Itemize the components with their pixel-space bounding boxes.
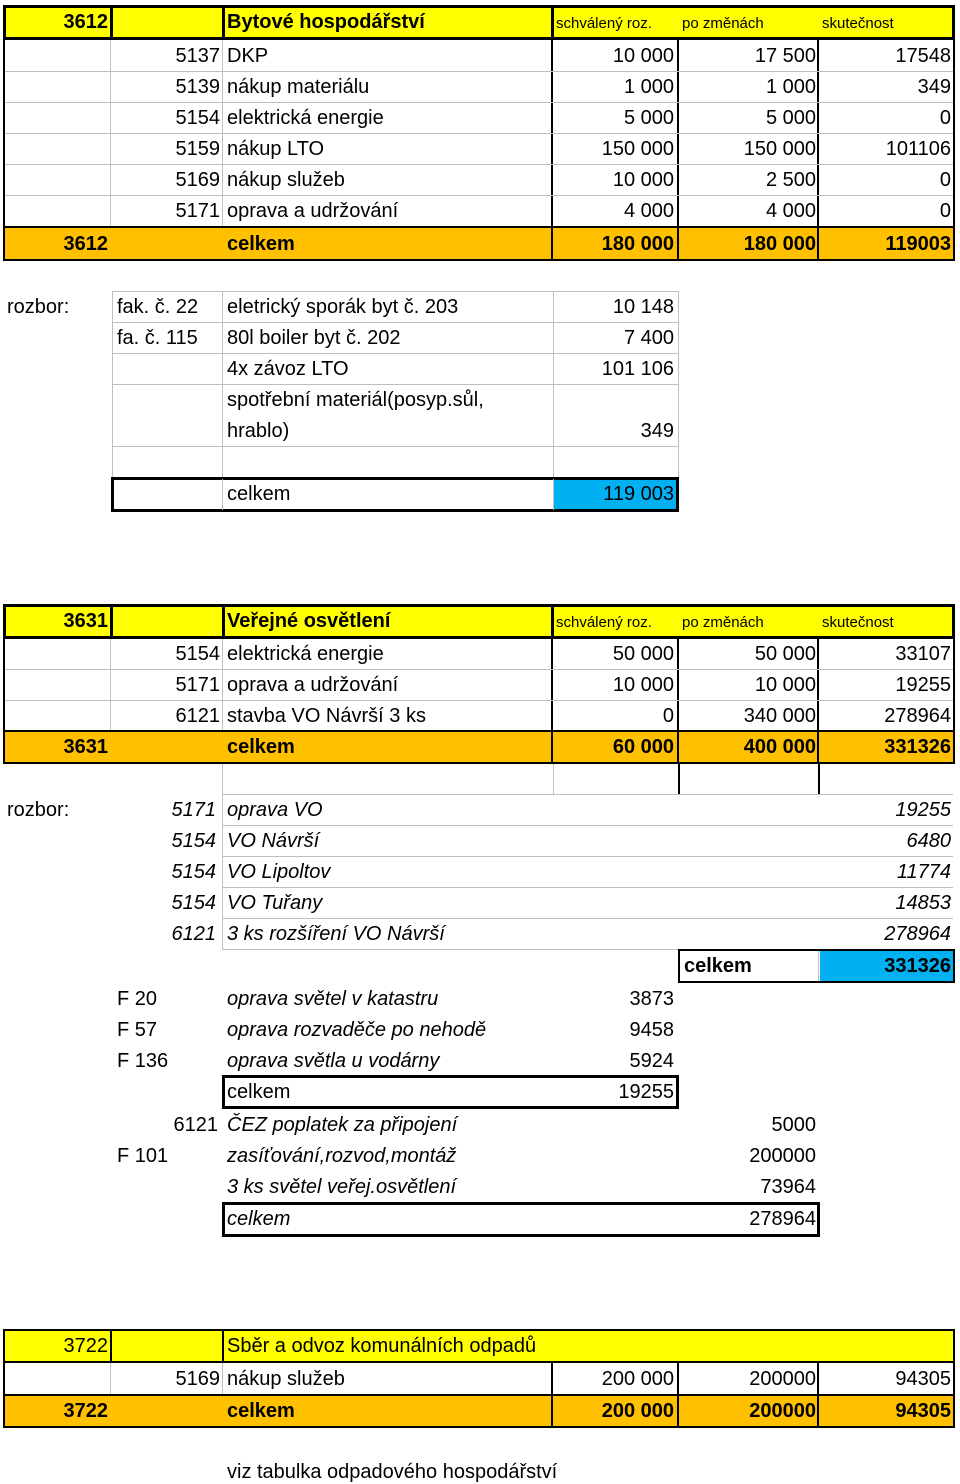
section-title: Bytové hospodářství [227,11,425,33]
invoice-ref: F 136 [117,1050,169,1072]
row-approved: 50 000 [612,643,674,665]
item-text: zasíťování,rozvod,montáž [227,1145,457,1167]
row-approved: 10 000 [612,674,674,696]
item-ref: F 101 [117,1145,169,1167]
row-code: 5169 [175,1368,220,1390]
row-code: 5154 [175,643,220,665]
row-changed: 17 500 [754,45,816,67]
row-actual: 101106 [885,138,951,160]
row-code: 5169 [175,169,220,191]
row-changed: 340 000 [743,705,816,727]
analysis-label: rozbor: [7,799,70,821]
row-code: 5171 [175,200,220,222]
analysis-text: 4x závoz LTO [227,358,349,380]
total-label: celkem [227,233,295,255]
analysis-code: 5171 [171,799,216,821]
analysis-value: 278964 [884,923,951,945]
item-text: ČEZ poplatek za připojení [227,1114,458,1136]
analysis-text: VO Lipoltov [227,861,331,883]
row-code: 5159 [175,138,220,160]
invoice-value: 5924 [629,1050,674,1072]
section-code: 3631 [63,610,108,632]
item-value: 73964 [760,1176,816,1198]
total-changed: 180 000 [743,233,816,255]
row-name: nákup služeb [227,169,345,191]
total-actual: 331326 [884,736,951,758]
invoice-ref: fa. č. 115 [117,327,198,349]
row-code: 5137 [175,45,220,67]
row-changed: 4 000 [765,200,816,222]
col-header-changed: po změnách [682,614,764,631]
invoice-ref: F 57 [117,1019,158,1041]
analysis-text: VO Tuřany [227,892,323,914]
analysis-value: 7 400 [623,327,674,349]
row-name: elektrická energie [227,643,384,665]
row-name: oprava a udržování [227,200,399,222]
col-header-changed: po změnách [682,15,764,32]
total-code: 3631 [63,736,108,758]
row-approved: 200 000 [601,1368,674,1390]
analysis-value: 349 [640,420,674,442]
row-name: elektrická energie [227,107,384,129]
item-text: 3 ks světel veřej.osvětlení [227,1176,456,1198]
row-approved: 10 000 [612,45,674,67]
row-name: DKP [227,45,269,67]
invoice-value: 9458 [629,1019,674,1041]
analysis-value: 11774 [896,861,951,883]
analysis-text: spotřební materiál(posyp.sůl, [227,389,484,411]
row-actual: 33107 [895,643,951,665]
row-approved: 150 000 [601,138,674,160]
analysis-text: eletrický sporák byt č. 203 [227,296,459,318]
total-code: 3612 [63,233,108,255]
row-actual: 278964 [884,705,951,727]
row-actual: 0 [939,200,951,222]
analysis-total-label: celkem [684,955,752,977]
row-name: oprava a udržování [227,674,399,696]
analysis-code: 5154 [171,861,216,883]
total-label: celkem [227,736,295,758]
section-title: Veřejné osvětlení [227,610,391,632]
item-ref: 6121 [173,1114,218,1136]
row-code: 5154 [175,107,220,129]
analysis-code: 6121 [171,923,216,945]
analysis-total-value: 331326 [884,955,951,977]
item-value: 200000 [749,1145,816,1167]
total-label: celkem [227,1400,295,1422]
invoice-value: 3873 [629,988,674,1010]
invoice-total-label: celkem [227,1081,291,1103]
row-actual: 19255 [895,674,951,696]
row-code: 5171 [175,674,220,696]
row-approved: 0 [662,705,674,727]
row-name: nákup LTO [227,138,325,160]
row-actual: 94305 [895,1368,951,1390]
analysis-total-label: celkem [227,483,291,505]
row-actual: 349 [917,76,951,98]
row-name: nákup služeb [227,1368,345,1390]
header-row [3,5,955,39]
row-name: nákup materiálu [227,76,370,98]
row-changed: 50 000 [754,643,816,665]
item-total-label: celkem [227,1208,291,1230]
total-approved: 180 000 [601,233,674,255]
analysis-total-value: 119 003 [603,483,674,505]
analysis-text: 80l boiler byt č. 202 [227,327,401,349]
analysis-text: oprava VO [227,799,323,821]
invoice-text: oprava rozvaděče po nehodě [227,1019,487,1041]
item-total-value: 278964 [749,1208,816,1230]
col-header-approved: schválený roz. [556,15,652,32]
section-title: Sběr a odvoz komunálních odpadů [227,1335,537,1357]
row-name: stavba VO Návrší 3 ks [227,705,426,727]
row-changed: 150 000 [743,138,816,160]
col-header-actual: skutečnost [822,15,894,32]
total-actual: 94305 [895,1400,951,1422]
row-changed: 2 500 [765,169,816,191]
analysis-value: 19255 [895,799,951,821]
row-approved: 5 000 [623,107,674,129]
section-code: 3722 [63,1335,108,1357]
total-approved: 200 000 [601,1400,674,1422]
analysis-text: hrablo) [227,420,290,442]
row-changed: 1 000 [765,76,816,98]
analysis-text: 3 ks rozšíření VO Návrší [227,923,445,945]
invoice-text: oprava světel v katastru [227,988,439,1010]
invoice-ref: F 20 [117,988,158,1010]
row-changed: 200000 [749,1368,816,1390]
invoice-total-value: 19255 [618,1081,674,1103]
analysis-value: 101 106 [601,358,674,380]
analysis-label: rozbor: [7,296,70,318]
analysis-code: 5154 [171,830,216,852]
total-approved: 60 000 [612,736,674,758]
total-changed: 200000 [749,1400,816,1422]
header-row [3,604,955,638]
analysis-value: 14853 [895,892,951,914]
section-code: 3612 [63,11,108,33]
row-approved: 4 000 [623,200,674,222]
row-actual: 0 [939,107,951,129]
total-changed: 400 000 [743,736,816,758]
analysis-value: 10 148 [612,296,674,318]
row-changed: 5 000 [765,107,816,129]
analysis-value: 6480 [906,830,951,852]
row-actual: 17548 [895,45,951,67]
analysis-text: VO Návrší [227,830,320,852]
row-approved: 1 000 [623,76,674,98]
row-code: 6121 [175,705,220,727]
total-actual: 119003 [885,233,951,255]
item-value: 5000 [771,1114,816,1136]
col-header-approved: schválený roz. [556,614,652,631]
row-actual: 0 [939,169,951,191]
footnote: viz tabulka odpadového hospodářství [227,1461,558,1483]
invoice-text: oprava světla u vodárny [227,1050,440,1072]
row-code: 5139 [175,76,220,98]
analysis-code: 5154 [171,892,216,914]
row-approved: 10 000 [612,169,674,191]
invoice-ref: fak. č. 22 [117,296,199,318]
total-code: 3722 [63,1400,108,1422]
row-changed: 10 000 [754,674,816,696]
col-header-actual: skutečnost [822,614,894,631]
